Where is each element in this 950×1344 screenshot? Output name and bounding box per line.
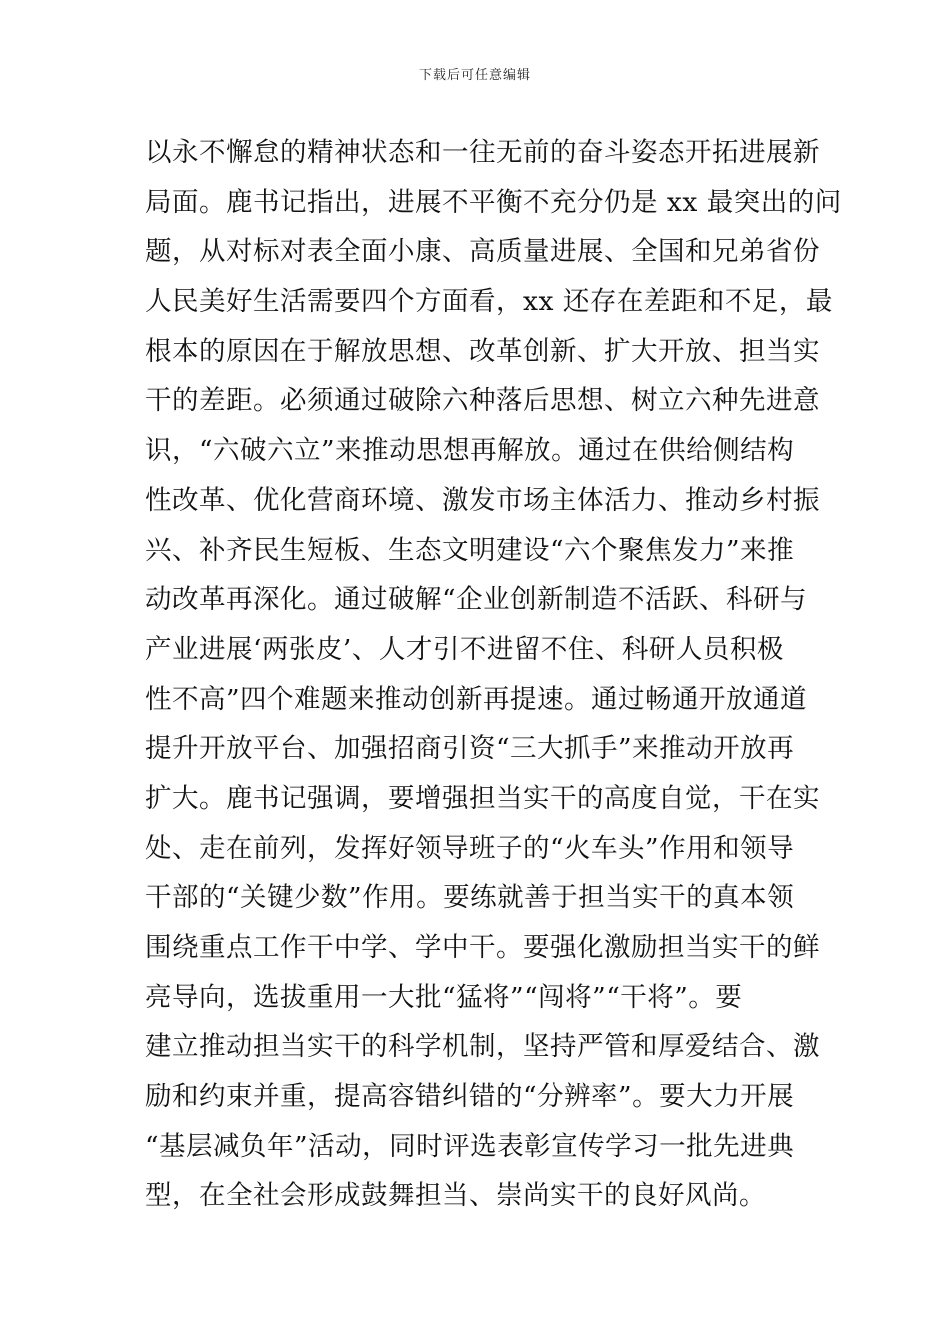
document-body — [145, 128, 842, 1221]
text-line: 干部的“关键少数”作用。要练就善于担当实干的真本领 — [145, 882, 795, 914]
text-line: 以永不懈怠的精神状态和一往无前的奋斗姿态开拓进展新 — [145, 137, 820, 168]
text-line: 局面。鹿书记指出，进展不平衡不充分仍是 xx 最突出的问 — [145, 186, 842, 218]
text-line: 题，从对标对表全面小康、高质量进展、全国和兄弟省份 — [145, 236, 820, 268]
text-line: 识，“六破六立”来推动思想再解放。通过在供给侧结构 — [145, 435, 795, 467]
text-line: 亮导向，选拔重用一大批“猛将”“闯将”“干将”。要 — [145, 981, 743, 1013]
text-line: “基层减负年”活动，同时评选表彰宣传学习一批先进典 — [145, 1130, 795, 1162]
text-line: 处、走在前列，发挥好领导班子的“火车头”作用和领导 — [145, 832, 795, 864]
text-line: 人民美好生活需要四个方面看，xx 还存在差距和不足，最 — [145, 286, 833, 318]
text-line: 励和约束并重，提高容错纠错的“分辨率”。要大力开展 — [145, 1081, 795, 1113]
text-line: 产业进展‘两张皮’、人才引不进留不住、科研人员积极 — [145, 633, 784, 665]
text-line: 建立推动担当实干的科学机制，坚持严管和厚爱结合、激 — [145, 1031, 820, 1063]
text-line: 性改革、优化营商环境、激发市场主体活力、推动乡村振 — [145, 484, 820, 516]
text-line: 性不高”四个难题来推动创新再提速。通过畅通开放通道 — [145, 683, 808, 715]
text-line: 根本的原因在于解放思想、改革创新、扩大开放、担当实 — [145, 335, 820, 367]
page-header: 下载后可任意编辑 — [418, 68, 531, 83]
text-line: 兴、补齐民生短板、生态文明建设“六个聚焦发力”来推 — [145, 534, 795, 566]
text-line: 动改革再深化。通过破解“企业创新制造不活跃、科研与 — [145, 584, 808, 616]
text-line: 型，在全社会形成鼓舞担当、崇尚实干的良好风尚。 — [145, 1180, 766, 1212]
text-line: 提升开放平台、加强招商引资“三大抓手”来推动开放再 — [145, 733, 795, 765]
text-line: 围绕重点工作干中学、学中干。要强化激励担当实干的鲜 — [145, 932, 820, 963]
text-line: 干的差距。必须通过破除六种落后思想、树立六种先进意 — [145, 385, 820, 417]
text-line: 扩大。鹿书记强调，要增强担当实干的高度自觉，干在实 — [145, 782, 820, 814]
